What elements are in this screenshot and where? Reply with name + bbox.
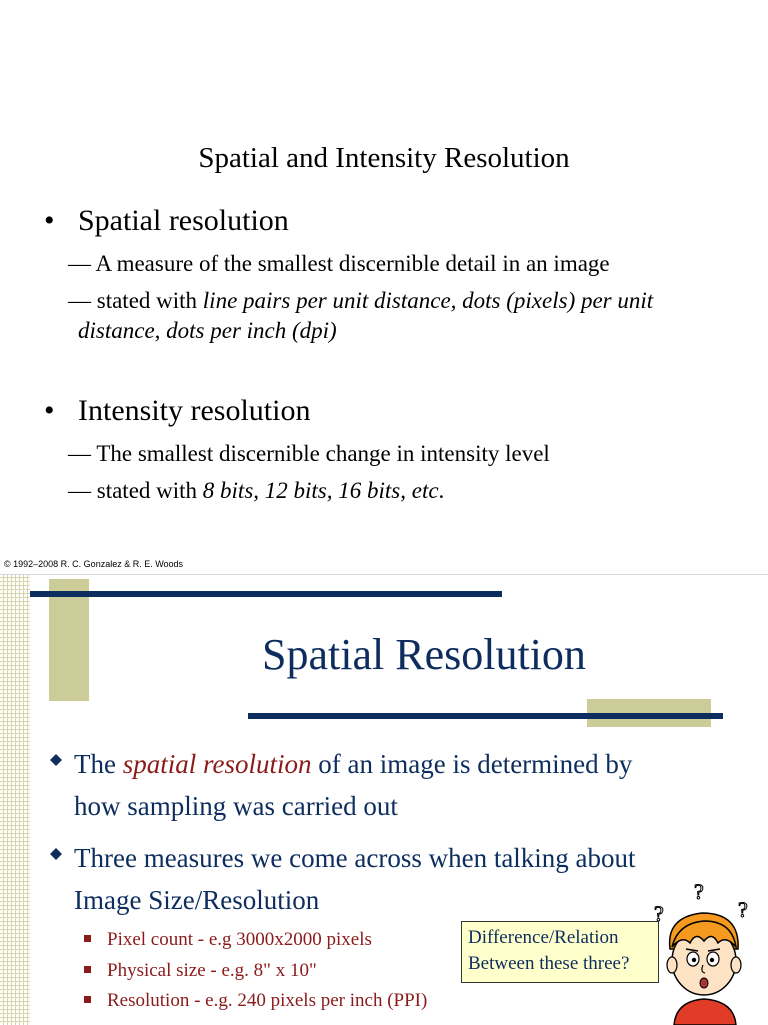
bullet-dot-icon: • [44, 204, 55, 237]
bullet-intensity-resolution [44, 393, 310, 429]
diamond-bullet-icon [50, 754, 62, 766]
sub-item: — stated with 8 bits, 12 bits, 16 bits, etc. [68, 478, 445, 503]
slide-2-title: Spatial Resolution [262, 630, 586, 679]
slide-1-title: Spatial and Intensity Resolution [198, 142, 570, 174]
bullet-spatial-resolution-def: The spatial resolution of an image is determined by how sampling was carried out [50, 743, 740, 827]
decor-navy-bar [30, 591, 502, 597]
sub-item-resolution: Resolution - e.g. 240 pixels per inch (PPI) [84, 988, 427, 1014]
question-mark-icon: ? [738, 897, 748, 922]
callout-box: Difference/Relation Between these three? [461, 921, 659, 983]
copyright-notice: © 1992–2008 R. C. Gonzalez & R. E. Woods [4, 559, 184, 569]
bullet-label: Spatial resolution [78, 204, 289, 237]
decor-navy-bar [248, 713, 723, 719]
square-bullet-icon [84, 966, 91, 973]
square-bullet-icon [84, 996, 91, 1003]
sub-item-continuation: distance, dots per inch (dpi) [78, 318, 337, 343]
bullet-label: Intensity resolution [78, 394, 311, 427]
sub-item-pixel-count: Pixel count - e.g 3000x2000 pixels [84, 927, 372, 953]
question-mark-icon: ? [654, 901, 664, 926]
bullet-three-measures: Three measures we come across when talking about Image Size/Resolution [50, 837, 740, 921]
sub-item-physical-size: Physical size - e.g. 8" x 10" [84, 958, 317, 984]
diamond-bullet-icon [50, 848, 62, 860]
bullet-spatial-resolution [44, 203, 289, 239]
bullet-dot-icon: • [44, 394, 55, 427]
question-mark-icon: ? [694, 879, 704, 904]
sub-item: — The smallest discernible change in intensity level [68, 441, 550, 466]
slide-2 [0, 574, 768, 1025]
sub-item: — A measure of the smallest discernible detail in an image [68, 251, 610, 276]
sub-item: — stated with line pairs per unit distance, dots (pixels) per unit [68, 288, 654, 313]
square-bullet-icon [84, 935, 91, 942]
confused-boy-icon [648, 877, 768, 1025]
